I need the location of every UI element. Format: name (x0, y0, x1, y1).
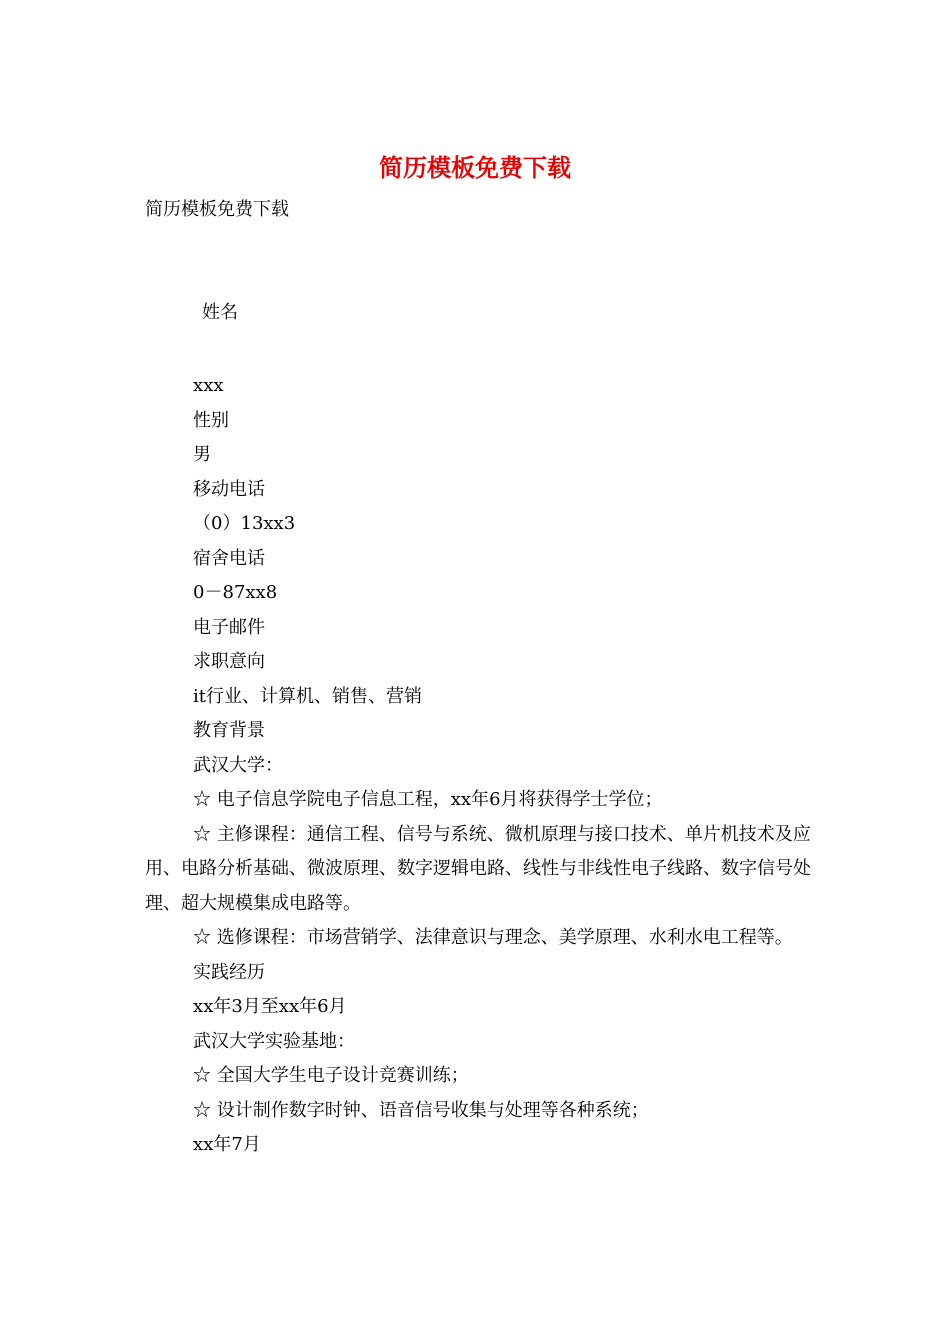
major-courses: ☆ 主修课程：通信工程、信号与系统、微机原理与接口技术、单片机技术及应用、电路分析基础、微波原理、数字逻辑电路、线性与非线性电子线路、数字信号处理、超大规模集成电路等。 (145, 823, 811, 914)
document-title: 简历模板免费下载 (379, 153, 571, 182)
elective-courses: ☆ 选修课程：市场营销学、法律意识与理念、美学原理、水利水电工程等。 (193, 927, 793, 948)
education-heading: 教育背景 (193, 720, 266, 741)
mobile-value: （0）13xx3 (193, 513, 296, 534)
practice-location: 武汉大学实验基地： (193, 1030, 356, 1052)
document-subtitle: 简历模板免费下载 (145, 199, 289, 220)
job-intention-value: it行业、计算机、销售、营销 (193, 685, 423, 707)
education-degree: ☆ 电子信息学院电子信息工程，xx年6月将获得学士学位； (193, 789, 663, 810)
practice-period-2: xx年7月 (193, 1134, 261, 1155)
job-intention-label: 求职意向 (193, 651, 266, 672)
practice-item-design: ☆ 设计制作数字时钟、语音信号收集与处理等各种系统； (193, 1099, 649, 1121)
document-body (145, 369, 815, 1163)
practice-period: xx年3月至xx年6月 (193, 996, 347, 1017)
gender-label: 性别 (193, 409, 230, 431)
practice-heading: 实践经历 (193, 961, 266, 983)
gender-value: 男 (193, 444, 212, 465)
name-label: 姓名 (202, 302, 238, 323)
mobile-label: 移动电话 (193, 478, 266, 500)
dorm-phone-label: 宿舍电话 (193, 547, 266, 569)
dorm-phone-value: 0－87xx8 (193, 582, 278, 603)
university-name: 武汉大学： (193, 754, 284, 776)
practice-item-contest: ☆ 全国大学生电子设计竞赛训练； (193, 1065, 469, 1086)
email-label: 电子邮件 (193, 616, 266, 638)
name-value: xxx (193, 375, 224, 396)
